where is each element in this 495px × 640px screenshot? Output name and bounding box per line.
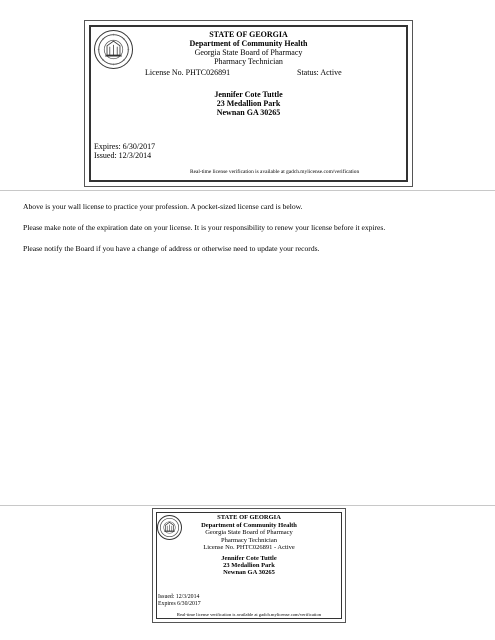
card-state-title: STATE OF GEORGIA [217, 514, 281, 521]
card-board-name: Georgia State Board of Pharmacy [205, 529, 293, 536]
holder-name: Jennifer Cote Tuttle [214, 90, 283, 99]
issue-date: Issued: 12/3/2014 [94, 151, 152, 160]
card-expiration-date: Expires 6/30/2017 [158, 600, 201, 607]
holder-address-line1: 23 Medallion Park [216, 99, 281, 108]
holder-address-line2: Newnan GA 30265 [216, 108, 281, 117]
cut-line-bottom [0, 505, 495, 506]
board-name: Georgia State Board of Pharmacy [194, 48, 303, 57]
instruction-wall-license: Above is your wall license to practice your profession. A pocket-sized license card is below. [23, 202, 303, 211]
verification-note: Real-time license verification is available at gadch.mylicense.com/verification [190, 169, 360, 175]
card-license-number: License No. PHTC026891 - Active [203, 544, 295, 551]
wall-license [84, 20, 413, 187]
pocket-license-card [152, 508, 346, 623]
card-issue-date: Issued: 12/3/2014 [158, 594, 200, 600]
card-license-type: Pharmacy Technician [221, 536, 277, 544]
card-holder-name: Jennifer Cote Tuttle [221, 555, 277, 562]
license-number: License No. PHTC026891 [145, 68, 231, 77]
instruction-expiration: Please make note of the expiration date on your license. It is your responsibility to renew your license before it expires. [23, 223, 386, 232]
state-title: STATE OF GEORGIA [209, 30, 288, 39]
card-department-name: Department of Community Health [201, 521, 297, 529]
card-verification-note: Real-time license verification is available at gadch.mylicense.com/verification [176, 612, 322, 617]
instruction-address-change: Please notify the Board if you have a change of address or otherwise need to update your records. [23, 244, 320, 253]
license-status: Status: Active [297, 68, 342, 77]
license-type: Pharmacy Technician [214, 57, 283, 66]
expiration-date: Expires: 6/30/2017 [94, 142, 156, 151]
department-name: Department of Community Health [189, 39, 308, 48]
card-holder-address-line2: Newnan GA 30265 [223, 569, 275, 576]
card-holder-address-line1: 23 Medallion Park [223, 562, 275, 569]
cut-line-top [0, 190, 495, 191]
